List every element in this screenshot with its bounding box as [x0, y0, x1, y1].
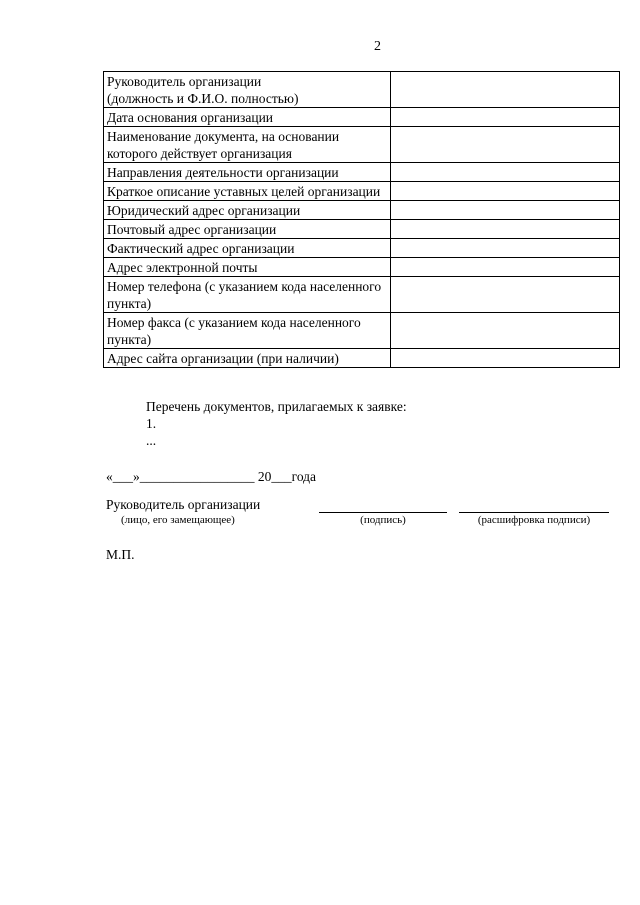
- row-label-statutory-goals: Краткое описание уставных целей организации: [104, 182, 391, 201]
- row-label-postal-address: Почтовый адрес организации: [104, 220, 391, 239]
- row-value-website[interactable]: [391, 349, 620, 368]
- row-value-phone[interactable]: [391, 277, 620, 313]
- row-label-legal-address: Юридический адрес организации: [104, 201, 391, 220]
- signatory-title: Руководитель организации: [106, 497, 261, 512]
- signatory-subtitle: (лицо, его замещающее): [121, 514, 235, 526]
- row-value-actual-address[interactable]: [391, 239, 620, 258]
- table-row: [104, 239, 620, 258]
- row-value-postal-address[interactable]: [391, 220, 620, 239]
- row-label-head: [104, 72, 391, 108]
- row-label-website: Адрес сайта организации (при наличии): [104, 349, 391, 368]
- date-line: «___»_________________ 20___года: [106, 469, 317, 484]
- signature-caption: (подпись): [360, 514, 406, 526]
- table-row: [104, 258, 620, 277]
- row-label-founding-date: Дата основания организации: [104, 108, 391, 127]
- stamp-placeholder: М.П.: [106, 547, 135, 562]
- row-value-legal-address[interactable]: [391, 201, 620, 220]
- row-label-phone: Номер телефона (с указанием кода населенного пункта): [104, 277, 391, 313]
- row-label-head-line-2: (должность и Ф.И.О. полностью): [107, 91, 299, 106]
- row-label-activities: Направления деятельности организации: [104, 163, 391, 182]
- row-label-actual-address: Фактический адрес организации: [104, 239, 391, 258]
- attached-documents-item-1: 1.: [146, 416, 157, 431]
- table-row: [104, 108, 620, 127]
- page-number: 2: [374, 39, 381, 54]
- row-value-basis-document[interactable]: [391, 127, 620, 163]
- attached-documents-heading: Перечень документов, прилагаемых к заявке:: [146, 399, 407, 414]
- table-row: [104, 163, 620, 182]
- table-row: [104, 220, 620, 239]
- row-value-fax[interactable]: [391, 313, 620, 349]
- row-label-fax: Номер факса (с указанием кода населенного пункта): [104, 313, 391, 349]
- table-row: [104, 201, 620, 220]
- row-value-activities[interactable]: [391, 163, 620, 182]
- row-value-email[interactable]: [391, 258, 620, 277]
- table-row: [104, 277, 620, 313]
- row-value-founding-date[interactable]: [391, 108, 620, 127]
- table-row: [104, 349, 620, 368]
- table-row: [104, 72, 620, 108]
- row-label-basis-document: Наименование документа, на основании которого действует организация: [104, 127, 391, 163]
- row-label-head-line-1: Руководитель организации: [107, 74, 262, 89]
- row-label-email: Адрес электронной почты: [104, 258, 391, 277]
- row-value-head[interactable]: [391, 72, 620, 108]
- attached-documents: [146, 398, 407, 449]
- row-value-statutory-goals[interactable]: [391, 182, 620, 201]
- table-row: [104, 313, 620, 349]
- organization-info-table: [103, 71, 620, 368]
- signature-decoding-caption: (расшифровка подписи): [477, 514, 591, 526]
- table-row: [104, 127, 620, 163]
- attached-documents-ellipsis: ...: [146, 433, 157, 448]
- table-row: [104, 182, 620, 201]
